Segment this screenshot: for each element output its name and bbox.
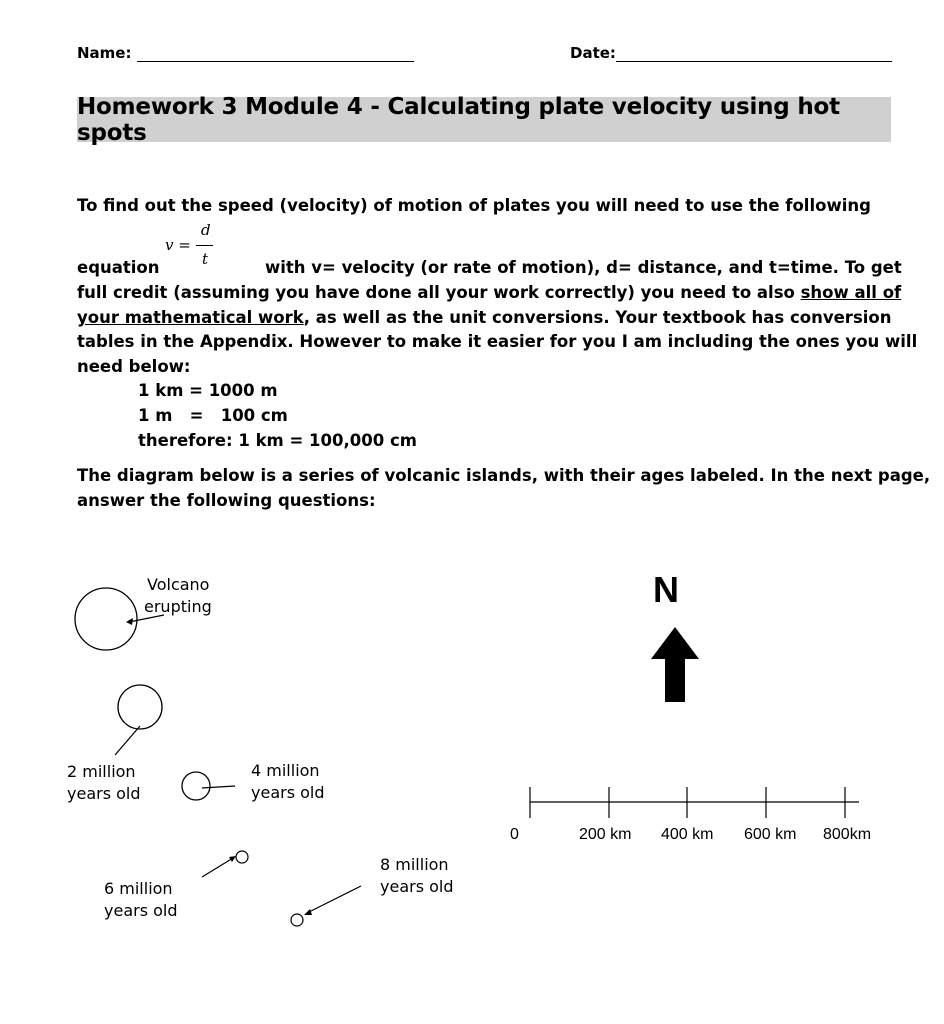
formula-lhs: v =	[165, 236, 191, 254]
island-8-label-line-2: years old	[380, 877, 454, 896]
intro-equation-word: equation	[77, 258, 160, 277]
scale-label-600: 600 km	[744, 826, 797, 843]
volcano-arrowhead	[126, 618, 133, 625]
island-4-label-line-2: years old	[251, 783, 325, 802]
volcano-erupting-circle	[75, 588, 137, 650]
island-8-pointer-line	[307, 886, 361, 913]
intro-line-4-text: , as well as the unit conversions. Your textbook has conversion	[303, 308, 892, 327]
intro-line-1: To find out the speed (velocity) of motion of plates you will need to use the following	[77, 196, 871, 215]
emphasis-show-all: show all of	[800, 283, 902, 302]
scale-label-800: 800km	[823, 826, 872, 843]
conversion-3: therefore: 1 km = 100,000 cm	[138, 431, 417, 450]
island-6-pointer-line	[202, 858, 233, 877]
island-8-label-line-1: 8 million	[380, 855, 449, 874]
island-8-arrowhead	[304, 909, 312, 915]
date-label: Date:	[570, 44, 616, 62]
intro-line-5: tables in the Appendix. However to make it easier for you I am including the ones you will	[77, 332, 918, 351]
scale-label-400: 400 km	[661, 826, 714, 843]
formula-numerator: d	[201, 221, 211, 239]
island-4-label-line-1: 4 million	[251, 761, 320, 780]
volcano-label	[144, 574, 212, 618]
formula-denominator: t	[202, 250, 209, 268]
volcano-label-line-2: erupting	[144, 597, 212, 616]
island-2-million-circle	[118, 685, 162, 729]
island-6-label	[104, 878, 178, 922]
conversion-1: 1 km = 1000 m	[138, 381, 278, 400]
name-label: Name:	[77, 44, 132, 62]
intro-line-6: need below:	[77, 357, 191, 376]
island-8-label	[380, 854, 454, 898]
page-title: Homework 3 Module 4 - Calculating plate velocity using hot spots	[77, 93, 840, 146]
scale-label-200: 200 km	[579, 826, 632, 843]
island-2-label	[67, 761, 141, 805]
scale-label-0: 0	[510, 826, 519, 843]
emphasis-math-work: your mathematical work	[77, 308, 304, 327]
island-2-pointer-line	[115, 726, 140, 755]
diagram-intro-line-1: The diagram below is a series of volcanic islands, with their ages labeled. In the next page,	[77, 466, 931, 485]
island-6-label-line-2: years old	[104, 901, 178, 920]
island-4-pointer-line	[202, 786, 235, 788]
island-4-label	[251, 760, 325, 804]
island-2-label-line-2: years old	[67, 784, 141, 803]
island-4-million-circle	[182, 772, 210, 800]
north-label: N	[653, 569, 679, 610]
island-6-label-line-1: 6 million	[104, 879, 173, 898]
island-2-label-line-1: 2 million	[67, 762, 136, 781]
north-arrow-icon	[651, 627, 699, 702]
island-6-million-circle	[236, 851, 248, 863]
island-6-arrowhead	[229, 856, 236, 862]
conversion-2: 1 m = 100 cm	[138, 406, 288, 425]
island-8-million-circle	[291, 914, 303, 926]
intro-line-2: with v= velocity (or rate of motion), d= distance, and t=time. To get	[265, 258, 902, 277]
intro-line-3-text: full credit (assuming you have done all your work correctly) you need to also	[77, 283, 801, 302]
volcano-label-line-1: Volcano	[147, 575, 210, 594]
diagram-intro-line-2: answer the following questions:	[77, 491, 376, 510]
